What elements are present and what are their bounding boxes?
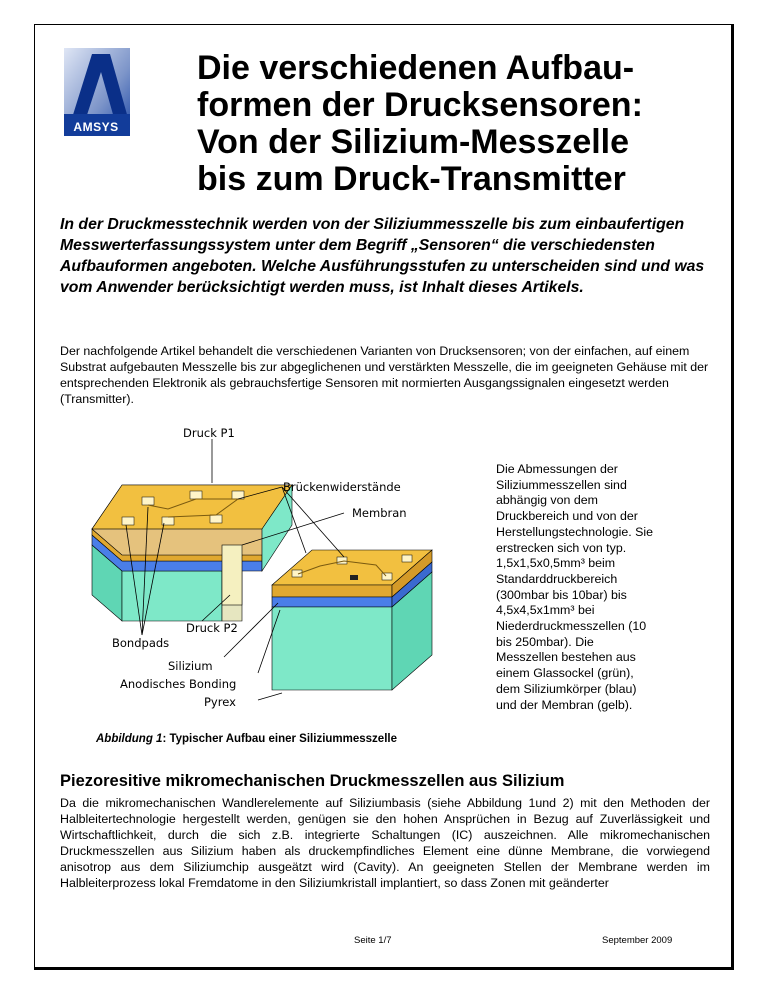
label-pyrex: Pyrex <box>204 695 236 709</box>
figure-silicon-cell <box>82 425 482 720</box>
label-brueckenwiderstaende: Brückenwiderstände <box>283 480 401 494</box>
logo-text: AMSYS <box>73 120 119 134</box>
lead-paragraph: In der Druckmesstechnik werden von der Siliziummesszelle bis zum einbaufertigen Messwerterfassungssystem unter dem Begriff „Sensoren“ die verschiedensten Aufbauformen angeboten. Welche Ausführungsstufen zu unterscheiden sind und was vom Anwender berücksichtigt werden muss, ist Inhalt dieses Artikels. <box>60 216 705 296</box>
figure-caption <box>96 733 397 745</box>
left-cell-block <box>92 485 292 621</box>
footer-page-number: Seite 1/7 <box>354 935 392 946</box>
label-druck-p2: Druck P2 <box>186 621 238 635</box>
page-title <box>197 50 697 198</box>
label-silizium: Silizium <box>168 659 213 673</box>
side-paragraph: Die Abmessungen der Siliziummesszellen sind abhängig von dem Druckbereich und von der Herstellungstechnologie. Sie erstrecken sich von typ. 1,5x1,5x0,5mm³ beim Standarddruckbereich (300mbar bis 10bar) bis 4,5x4,5x1mm³ bei Niederdruckmesszellen (10 bis 250mbar). Die Messzellen bestehen aus einem Glassockel (grün), dem Siliziumkörper (blau) und der Membran (gelb). <box>496 462 654 712</box>
caption-prefix: Abbildung 1 <box>96 733 163 745</box>
label-bondpads: Bondpads <box>112 636 170 650</box>
footer-date: September 2009 <box>602 935 673 946</box>
title-line: bis zum Druck-Transmitter <box>197 160 626 198</box>
section-heading: Piezoresitive mikromechanischen Druckmesszellen aus Silizium <box>60 772 565 790</box>
title-line: Von der Silizium-Messzelle <box>197 123 630 161</box>
label-druck-p1: Druck P1 <box>183 426 235 440</box>
label-membran: Membran <box>352 506 407 520</box>
title-line: formen der Drucksensoren: <box>197 86 643 124</box>
right-cell-block <box>272 550 432 690</box>
intro-paragraph: Der nachfolgende Artikel behandelt die verschiedenen Varianten von Drucksensoren; von der einfachen, auf einem Substrat aufgebauten Messzelle bis zur abgeglichenen und verstärkten Messzelle, die im geeigneten Gehäuse mit der entsprechenden Elektronik als gebrauchsfertige Sensoren mit normierten Ausgangssignalen eingesetzt werden (Transmitter). <box>60 344 709 406</box>
label-anodisches-bonding: Anodisches Bonding <box>120 677 237 691</box>
body-paragraph: Da die mikromechanischen Wandlerelemente auf Siliziumbasis (siehe Abbildung 1und 2) mit den Methoden der Halbleitertechnologie hergestellt werden, genügen sie den hohen Ansprüchen in Bezug auf Zuverlässigkeit und Wirtschaftlichkeit, durch die sich z.B. integrierte Schaltungen (IC) auszeichnen. Alle mikromechanischen Druckmesszellen aus Silizium haben als druckempfindliches Element eine dünne Membrane, die vorwiegend anisotrop aus dem Siliziumchip ausgeätzt wird (Cavity). An geeigneten Stellen der Membrane werden im Halbleiterprozess lokal Fremdatome in den Siliziumkristall implantiert, so dass Zonen mit geänderter <box>60 796 710 890</box>
title-line: Die verschiedenen Aufbau- <box>197 49 635 87</box>
caption-text: : Typischer Aufbau einer Siliziummesszelle <box>162 733 397 745</box>
